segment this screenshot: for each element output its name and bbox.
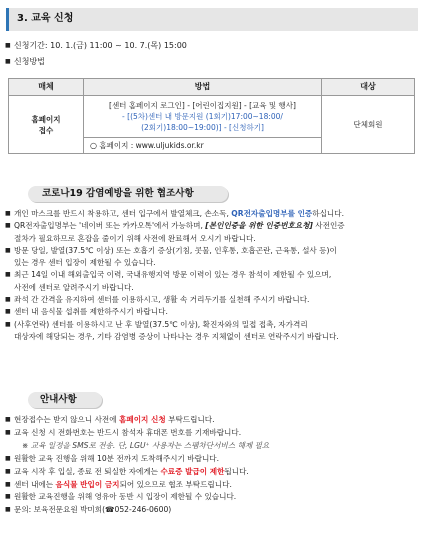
- guide-item: ■ 센터 내에는 음식물 반입이 금지되어 있으므로 협조 부탁드립니다.: [14, 479, 416, 492]
- covid-title-pill: [28, 186, 228, 202]
- method-cell: [84, 96, 322, 138]
- header-target: 대상: [322, 79, 415, 96]
- covid-item: ■ 최근 14일 이내 해외출입국 이력, 국내유행지역 방문 이력이 있는 경우 참석이 제한될 수 있으며,: [14, 269, 416, 281]
- homepage-cell: [84, 138, 322, 154]
- guide-note: ※ 교육 일정을 SMS로 전송. 단, LGU⁺ 사용자는 스팸차단서비스 해제 필요: [22, 440, 270, 450]
- guide-item: ■ 문의: 보육전문요원 박미희(☎052-246-0600): [14, 504, 416, 517]
- header-medium: 매체: [9, 79, 84, 96]
- guide-item: ■ 현장접수는 받지 않으니 사전에 홈페이지 신청 부탁드립니다.: [14, 414, 416, 427]
- guide-item: ■ 교육 신청 시 전화번호는 반드시 참석자 휴대폰 번호를 기재바랍니다.: [14, 427, 416, 440]
- covid-list: [14, 208, 416, 343]
- target-cell: 단체회원: [322, 96, 415, 154]
- covid-item-cont: 절차가 필요하므로 혼잡을 줄이기 위해 사전에 완료해서 오시기 바랍니다.: [14, 233, 256, 243]
- covid-item: ■ 개인 마스크를 반드시 착용하고, 센터 입구에서 발열체크, 손소독, QR전자출입명부를 인증하십니다.: [14, 208, 416, 220]
- covid-title: 코로나19 감염예방을 위한 협조사항: [42, 188, 194, 199]
- covid-item: ■ 방문 당일, 발열(37.5℃ 이상) 또는 호흡기 증상(기침, 콧물, 인후통, 호흡곤란, 근육통, 설사 등)이: [14, 245, 416, 257]
- guide-item: ■ 원활한 교육 진행을 위해 10분 전까지 도착해주시기 바랍니다.: [14, 453, 416, 466]
- covid-item-cont: 사전에 센터로 알려주시기 바랍니다.: [14, 282, 134, 292]
- covid-item: ■ (사후연락) 센터를 이용하시고 난 후 발열(37.5℃ 이상), 확진자와의 밀접 접촉, 자가격리: [14, 319, 416, 331]
- medium-cell: 홈페이지 접수: [9, 96, 84, 154]
- apply-period: ■ 신청기간: 10. 1.(금) 11:00 ~ 10. 7.(목) 15:00: [14, 41, 187, 51]
- guide-title-pill: [28, 392, 102, 408]
- guide-item: ■ 원활한 교육진행을 위해 영유아 동반 시 입장이 제한될 수 있습니다.: [14, 491, 416, 504]
- covid-item-cont: 대상자에 해당되는 경우, 기타 감염병 증상이 나타나는 경우 지체없이 센터로 연락주시기 바랍니다.: [14, 331, 339, 341]
- covid-item-cont: 있는 경우 센터 입장이 제한될 수 있습니다.: [14, 258, 156, 268]
- method-line-2: - [(5차)센터 내 방문지원 (1회기)17:00~18:00/: [122, 112, 283, 121]
- circle-icon: ○: [90, 140, 97, 150]
- guide-title: 안내사항: [40, 394, 77, 405]
- method-line-3: (2회기)18:00~19:00)] - [신청하기]: [141, 123, 264, 132]
- section-header: [6, 8, 418, 31]
- apply-table: [8, 78, 415, 154]
- covid-item: ■ 좌석 간 간격을 유지하여 센터를 이용하시고, 생활 속 거리두기를 실천해 주시기 바랍니다.: [14, 294, 416, 306]
- method-line-1: [센터 홈페이지 로그인] - [어린이집지원] - [교육 및 행사]: [109, 101, 296, 110]
- covid-item: ■ QR전자출입명부는 '네이버 또는 카카오톡'에서 가능하며, [본인인증을 위한 인증번호요청] 사전인증: [14, 220, 416, 232]
- guide-item: ■ 교육 시작 후 입실, 종료 전 퇴실한 자에게는 수료증 발급이 제한됩니다.: [14, 466, 416, 479]
- covid-item: ■ 센터 내 음식물 섭취를 제한하주시기 바랍니다.: [14, 306, 416, 318]
- guide-list: [14, 414, 416, 517]
- header-method: 방법: [84, 79, 322, 96]
- section-title: 3. 교육 신청: [17, 13, 74, 24]
- apply-method-label: ■ 신청방법: [14, 57, 45, 67]
- homepage-link[interactable]: 홈페이지 : www.uljukids.or.kr: [99, 140, 204, 150]
